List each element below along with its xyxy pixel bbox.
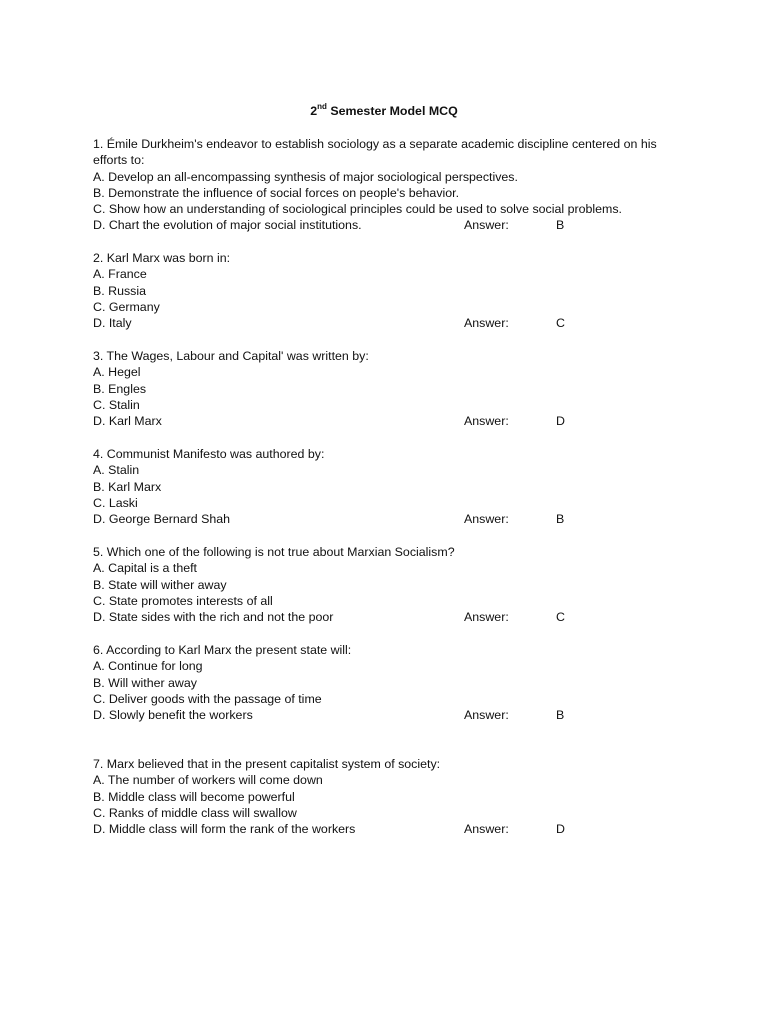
answer-label: Answer: <box>464 512 509 527</box>
question-text: 4. Communist Manifesto was authored by: <box>93 447 325 461</box>
question-block-4 <box>93 446 693 527</box>
option-c: C. Show how an understanding of sociological principles could be used to solve social problems. <box>93 202 622 217</box>
option-c: C. Ranks of middle class will swallow <box>93 805 297 820</box>
answer-value: B <box>556 512 565 527</box>
answer-value: D <box>556 414 565 429</box>
answer-value: C <box>556 610 565 625</box>
answer-row <box>93 821 693 837</box>
answer-label: Answer: <box>464 822 509 837</box>
question-text: 7. Marx believed that in the present capitalist system of society: <box>93 757 441 771</box>
option-c: C. State promotes interests of all <box>93 593 273 608</box>
answer-label: Answer: <box>464 316 509 331</box>
answer-row <box>93 707 693 723</box>
option-a: A. Develop an all-encompassing synthesis of major sociological perspectives. <box>93 169 518 184</box>
option-b: B. Russia <box>93 283 147 298</box>
option-d: D. Chart the evolution of major social institutions. <box>93 218 362 233</box>
answer-label: Answer: <box>464 414 509 429</box>
option-a: A. Hegel <box>93 365 141 380</box>
answer-value: B <box>556 708 565 723</box>
option-a: A. Stalin <box>93 463 140 478</box>
option-c: C. Stalin <box>93 397 140 412</box>
option-a: A. Continue for long <box>93 659 203 674</box>
question-text: 3. The Wages, Labour and Capital' was written by: <box>93 349 369 363</box>
answer-label: Answer: <box>464 610 509 625</box>
answer-label: Answer: <box>464 708 509 723</box>
option-c: C. Laski <box>93 495 138 510</box>
answer-label: Answer: <box>464 218 509 233</box>
option-d: D. Slowly benefit the workers <box>93 708 253 723</box>
question-block-2 <box>93 250 693 331</box>
option-b: B. Will wither away <box>93 675 197 690</box>
question-block-7 <box>93 756 693 837</box>
option-b: B. State will wither away <box>93 577 227 592</box>
option-a: A. Capital is a theft <box>93 561 197 576</box>
answer-value: C <box>556 316 565 331</box>
option-c: C. Deliver goods with the passage of time <box>93 691 322 706</box>
option-d: D. Middle class will form the rank of the workers <box>93 822 356 837</box>
option-b: B. Engles <box>93 381 147 396</box>
title-prefix: 2 <box>310 104 318 118</box>
question-block-3 <box>93 348 693 429</box>
answer-row <box>93 511 693 527</box>
option-d: D. State sides with the rich and not the poor <box>93 610 334 625</box>
answer-value: D <box>556 822 565 837</box>
question-block-1 <box>93 136 693 234</box>
option-d: D. Karl Marx <box>93 414 162 429</box>
question-text: 6. According to Karl Marx the present state will: <box>93 643 352 657</box>
question-text: 5. Which one of the following is not true about Marxian Socialism? <box>93 545 455 559</box>
question-block-6 <box>93 642 693 723</box>
title-text: Semester Model MCQ <box>326 104 458 118</box>
question-text: 2. Karl Marx was born in: <box>93 251 231 265</box>
answer-row <box>93 609 693 625</box>
option-b: B. Karl Marx <box>93 479 162 494</box>
option-d: D. Italy <box>93 316 132 331</box>
option-d: D. George Bernard Shah <box>93 512 231 527</box>
question-text: 1. Émile Durkheim's endeavor to establish sociology as a separate academic discipline centered on his efforts to: <box>93 137 657 168</box>
title-superscript: nd <box>317 101 327 111</box>
option-b: B. Demonstrate the influence of social forces on people's behavior. <box>93 185 460 200</box>
answer-row <box>93 413 693 429</box>
answer-row <box>93 315 693 331</box>
option-a: A. The number of workers will come down <box>93 773 323 788</box>
option-a: A. France <box>93 267 147 282</box>
option-c: C. Germany <box>93 299 160 314</box>
question-block-5 <box>93 544 693 625</box>
page-title <box>0 103 768 119</box>
answer-value: B <box>556 218 565 233</box>
answer-row <box>93 217 693 233</box>
option-b: B. Middle class will become powerful <box>93 789 295 804</box>
